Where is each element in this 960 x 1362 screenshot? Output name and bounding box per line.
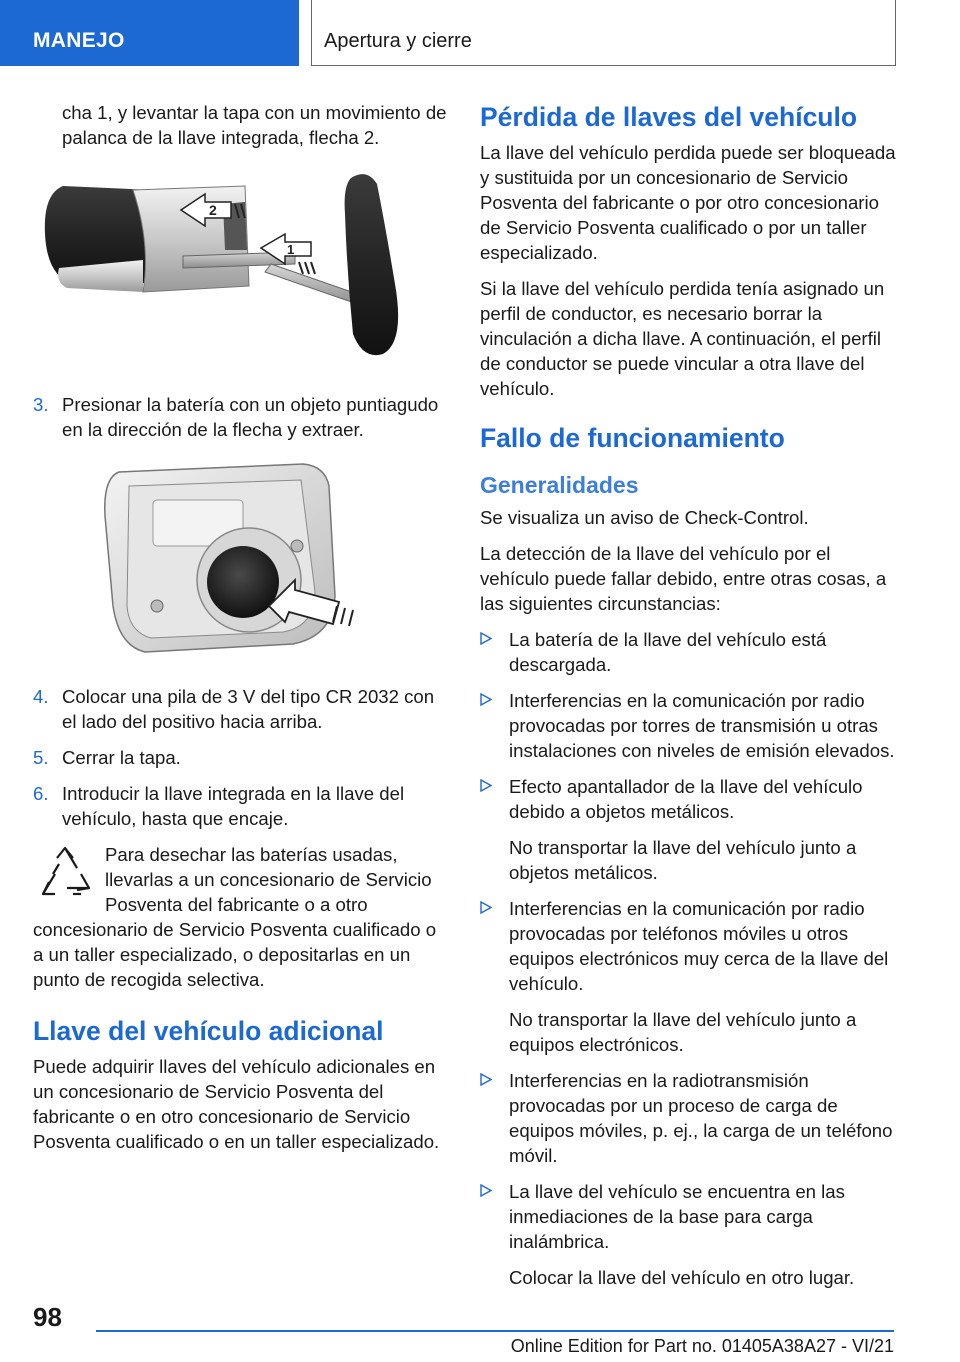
list-item xyxy=(480,774,900,885)
steps-list-continued xyxy=(33,684,451,831)
section-title: MANEJO xyxy=(33,29,125,52)
steps-list xyxy=(33,392,451,442)
step-item xyxy=(33,781,451,831)
list-item-text: Efecto apantallador de la llave del vehículo debido a objetos metálicos. xyxy=(509,776,863,822)
section-tab xyxy=(0,0,299,66)
list-item xyxy=(480,688,900,763)
list-item xyxy=(480,627,900,677)
additional-key-text: Puede adquirir llaves del vehículo adicionales en un concesionario de Servicio Posventa del fabricante o en otro concesionario de Servicio Posventa cualificado o en un taller especializado. xyxy=(33,1056,440,1152)
step-text: Introducir la llave integrada en la llave del vehículo, hasta que encaje. xyxy=(62,783,405,829)
general-paragraph-2: La detección de la llave del vehículo por el vehículo puede fallar debido, entre otras cosas, a las siguientes circunstancias: xyxy=(480,543,887,614)
battery-compartment-illustration xyxy=(33,456,451,662)
triangle-bullet-icon xyxy=(480,693,492,706)
triangle-bullet-icon xyxy=(480,901,492,914)
general-paragraph-1: Se visualiza un aviso de Check-Control. xyxy=(480,507,809,528)
step-number: 3. xyxy=(33,394,49,415)
recycle-icon xyxy=(33,844,97,908)
triangle-bullet-icon xyxy=(480,1184,492,1197)
list-item xyxy=(480,896,900,1057)
step-item xyxy=(33,745,451,770)
list-item-text: La batería de la llave del vehículo está descargada. xyxy=(509,629,827,675)
key-loss-heading: Pérdida de llaves del vehículo xyxy=(480,102,858,132)
key-loss-paragraph-1: La llave del vehículo perdida puede ser bloqueada y sustituida por un concesionario de Servicio Posventa del fabricante o por otro concesionario de Servicio Posventa cualificado o por un taller especializado. xyxy=(480,142,896,263)
list-item-text: La llave del vehículo se encuentra en las inmediaciones de la base para carga inalámbrica. xyxy=(509,1181,845,1252)
key-disassembly-illustration xyxy=(33,164,451,370)
left-column xyxy=(33,100,451,1165)
additional-key-heading: Llave del vehículo adicional xyxy=(33,1016,384,1046)
list-item-advice: Colocar la llave del vehículo en otro lugar. xyxy=(509,1267,855,1288)
page-number: 98 xyxy=(33,1302,62,1332)
step-text: Presionar la batería con un objeto puntiagudo en la dirección de la flecha y extraer. xyxy=(62,394,439,440)
key-loss-paragraph-2: Si la llave del vehículo perdida tenía asignado un perfil de conductor, es necesario borrar la vinculación a dicha llave. A continuación, el perfil de conductor se puede vincular a otra llave del vehículo. xyxy=(480,278,885,399)
recycling-text: Para desechar las baterías usadas, llevarlas a un concesionario de Servicio Posventa del fabricante o a otro concesionario de Servicio Posventa cualificado o a un taller especializado, o depositarlas en un punto de recogida selectiva. xyxy=(33,844,437,990)
list-item-text: Interferencias en la comunicación por radio provocadas por teléfonos móviles u otros equipos electrónicos muy cerca de la llave del vehículo. xyxy=(509,898,889,994)
step-number: 5. xyxy=(33,747,49,768)
triangle-bullet-icon xyxy=(480,779,492,792)
list-item-advice: No transportar la llave del vehículo junto a objetos metálicos. xyxy=(509,837,857,883)
footer-divider xyxy=(96,1330,894,1332)
key-disassembly-figure xyxy=(33,164,451,370)
list-item-text: Interferencias en la comunicación por radio provocadas por torres de transmisión u otras instalaciones con niveles de emisión elevados. xyxy=(509,690,895,761)
step-continuation: cha 1, y levantar la tapa con un movimiento de palanca de la llave integrada, flecha 2. xyxy=(62,102,447,148)
step-item xyxy=(33,392,451,442)
step-text: Cerrar la tapa. xyxy=(62,747,181,768)
step-text: Colocar una pila de 3 V del tipo CR 2032 con el lado del positivo hacia arriba. xyxy=(62,686,435,732)
arrow-label-2: 2 xyxy=(209,202,217,218)
general-heading: Generalidades xyxy=(480,472,639,498)
battery-compartment-figure xyxy=(33,456,451,662)
circumstances-list xyxy=(480,627,900,1290)
triangle-bullet-icon xyxy=(480,1073,492,1086)
recycling-note xyxy=(33,842,451,992)
list-item xyxy=(480,1179,900,1290)
chapter-title: Apertura y cierre xyxy=(324,30,472,52)
step-number: 6. xyxy=(33,783,49,804)
chapter-header xyxy=(311,0,896,66)
arrow-label-1: 1 xyxy=(287,242,295,257)
list-item-advice: No transportar la llave del vehículo junto a equipos electrónicos. xyxy=(509,1009,857,1055)
step-number: 4. xyxy=(33,686,49,707)
step-item xyxy=(33,684,451,734)
triangle-bullet-icon xyxy=(480,632,492,645)
list-item-text: Interferencias en la radiotransmisión provocadas por un proceso de carga de equipos móviles, p. ej., la carga de un teléfono móvil. xyxy=(509,1070,893,1166)
right-column xyxy=(480,102,900,1301)
list-item xyxy=(480,1068,900,1168)
malfunction-heading: Fallo de funcionamiento xyxy=(480,423,785,453)
edition-footer: Online Edition for Part no. 01405A38A27 - VI/21 xyxy=(510,1336,894,1356)
